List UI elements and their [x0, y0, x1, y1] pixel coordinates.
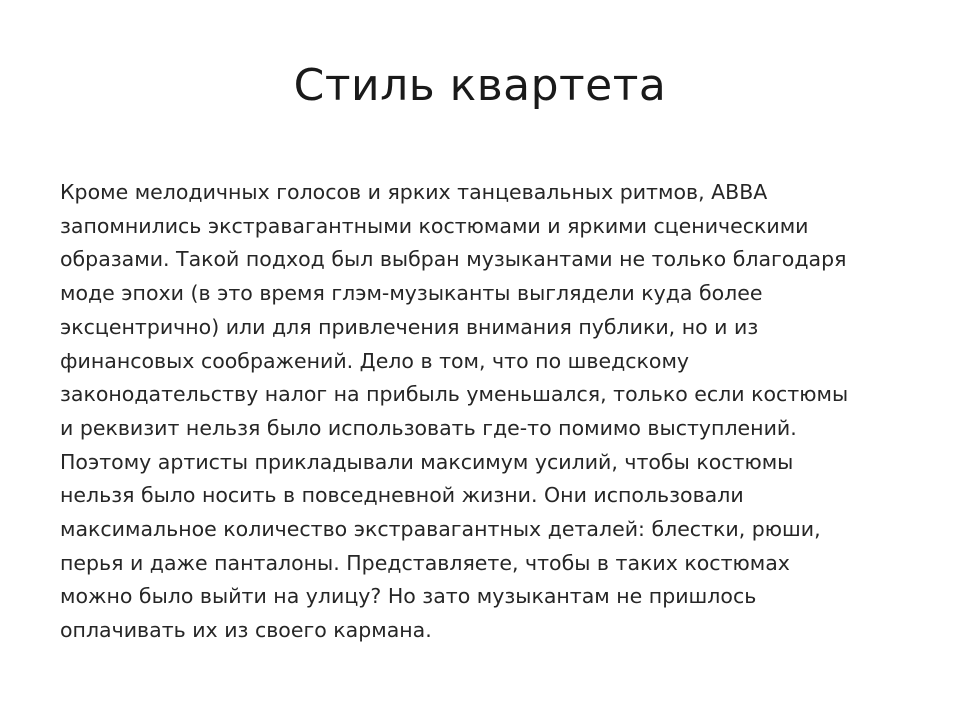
slide-body-text — [60, 176, 920, 648]
body-line: образами. Такой подход был выбран музыкантами не только благодаря — [60, 247, 847, 272]
body-line: финансовых соображений. Дело в том, что по шведскому — [60, 348, 690, 373]
body-line: Поэтому артисты прикладывали максимум усилий, чтобы костюмы — [60, 449, 794, 474]
body-line: эксцентрично) или для привлечения внимания публики, но и из — [60, 314, 759, 339]
body-line: перья и даже панталоны. Представляете, чтобы в таких костюмах — [60, 550, 790, 575]
body-line: максимальное количество экстравагантных деталей: блестки, рюши, — [60, 517, 821, 542]
body-line: Кроме мелодичных голосов и ярких танцевальных ритмов, ABBA — [60, 180, 768, 204]
body-line: запомнились экстравагантными костюмами и яркими сценическими — [60, 213, 809, 238]
body-line: нельзя было носить в повседневной жизни. Они использовали — [60, 483, 744, 508]
body-line: и реквизит нельзя было использовать где-то помимо выступлений. — [60, 415, 797, 440]
body-line: можно было выйти на улицу? Но зато музыкантам не пришлось — [60, 584, 757, 609]
body-line: оплачивать их из своего кармана. — [60, 618, 432, 643]
body-line: моде эпохи (в это время глэм-музыканты выглядели куда более — [60, 281, 763, 306]
slide-title: Стиль квартета — [293, 60, 667, 111]
body-line: законодательству налог на прибыль уменьшался, только если костюмы — [60, 382, 849, 407]
